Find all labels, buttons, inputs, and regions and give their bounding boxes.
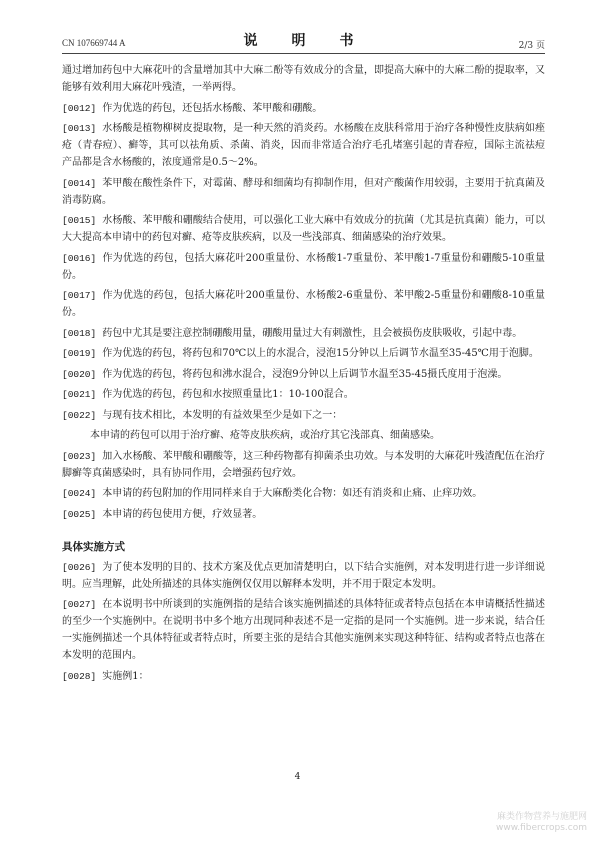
watermark-line1: 麻类作物营养与施肥网 <box>496 812 587 822</box>
paragraph-text: 作为优选的药包，将药包和沸水混合，浸泡9分钟以上后调节水温至35-45摄氏度用于泡澡。 <box>102 368 508 380</box>
document-title: 说 明 书 <box>243 33 364 49</box>
paragraph-number: [0016] <box>62 252 97 264</box>
section-heading: 具体实施方式 <box>62 540 125 553</box>
numbered-paragraph <box>62 506 545 523</box>
paragraph-number: [0017] <box>62 290 97 301</box>
paragraph-text: 水杨酸是植物柳树皮提取物，是一种天然的消炎药。水杨酸在皮肤科常用于治疗各种慢性皮肤病如痤疮（青春痘）、癣等，其可以祛角质、杀菌、消炎，因而非常适合治疗毛孔堵塞引起的青春痘，国际主流祛痘产品都是含水杨酸的，浓度通常是0.5～2%。 <box>62 123 545 168</box>
paragraph-number: [0023] <box>62 450 97 462</box>
intro-paragraph: 通过增加药包中大麻花叶的含量增加其中大麻二酚等有效成分的含量，即提高大麻中的大麻二酚的提取率，又能够有效利用大麻花叶残渣，一举两得。 <box>62 65 545 93</box>
page-info: 2/3 页 <box>518 41 545 51</box>
watermark-line2: www.fibercrops.com <box>496 823 587 833</box>
paragraph-number: [0014] <box>62 177 97 189</box>
numbered-paragraph <box>62 175 545 209</box>
paragraph-text: 作为优选的药包，将药包和70℃以上的水混合，浸泡15分钟以上后调节水温至35-45℃用于泡脚。 <box>102 348 539 359</box>
paragraph-number: [0019] <box>62 348 97 359</box>
watermark <box>496 812 587 834</box>
paragraph-group-2 <box>62 448 545 523</box>
paragraph-number: [0026] <box>62 561 97 573</box>
numbered-paragraph <box>62 325 545 342</box>
paragraph-text: 作为优选的药包，药包和水按照重量比1：10-100混合。 <box>102 389 354 400</box>
paragraph-text: 苯甲酸在酸性条件下，对霉菌、酵母和细菌均有抑制作用，但对产酸菌作用较弱，主要用于抗真菌及消毒防腐。 <box>62 177 545 206</box>
paragraph-number: [0013] <box>62 123 97 134</box>
page-header <box>62 30 545 52</box>
paragraph-number: [0021] <box>62 389 97 400</box>
numbered-paragraph <box>62 366 545 383</box>
numbered-paragraph <box>62 485 545 502</box>
paragraph-text: 本申请的药包附加的作用同样来自于大麻酚类化合物：如还有消炎和止痛、止痒功效。 <box>102 488 483 499</box>
paragraph-number: [0020] <box>62 368 97 380</box>
benefit-sub-line: 本申请的药包可以用于治疗癣、疮等皮肤疾病，或治疗其它浅部真、细菌感染。 <box>90 430 440 441</box>
paragraph-number: [0027] <box>62 599 97 610</box>
paragraph-text: 药包中尤其是要注意控制硼酸用量，硼酸用量过大有刺激性，且会被损伤皮肤吸收，引起中毒。 <box>102 327 523 339</box>
paragraph-text: 与现有技术相比，本发明的有益效果至少是如下之一： <box>102 409 343 421</box>
paragraph-text: 水杨酸、苯甲酸和硼酸结合使用，可以强化工业大麻中有效成分的抗菌（尤其是抗真菌）能力，可以大大提高本申请中的药包对癣、疮等皮肤疾病，以及一些浅部真、细菌感染的治疗效果。 <box>62 215 545 243</box>
paragraph-text: 作为优选的药包，包括大麻花叶200重量份、水杨酸1-7重量份、苯甲酸1-7重量份和硼酸5-10重量份。 <box>62 252 545 281</box>
paragraph-number: [0015] <box>62 215 97 226</box>
numbered-paragraph <box>62 668 545 685</box>
paragraph-text: 作为优选的药包，还包括水杨酸、苯甲酸和硼酸。 <box>102 102 323 114</box>
numbered-paragraph <box>62 386 545 403</box>
paragraph-number: [0022] <box>62 409 97 421</box>
paragraph-number: [0012] <box>62 102 97 114</box>
paragraph-number: [0025] <box>62 508 97 520</box>
paragraph-text: 本申请的药包使用方便，疗效显著。 <box>102 508 263 520</box>
header-rule <box>62 53 545 54</box>
numbered-paragraph <box>62 596 545 664</box>
publication-number: CN 107669744 A <box>62 38 126 48</box>
paragraph-text: 作为优选的药包，包括大麻花叶200重量份、水杨酸2-6重量份、苯甲酸2-5重量份和硼酸8-10重量份。 <box>62 290 545 318</box>
paragraph-text: 为了使本发明的目的、技术方案及优点更加清楚明白，以下结合实施例，对本发明进行进一步详细说明。应当理解，此处所描述的具体实施例仅仅用以解释本发明，并不用于限定本发明。 <box>62 561 545 590</box>
numbered-paragraph <box>62 250 545 284</box>
paragraph-group-1 <box>62 100 545 424</box>
numbered-paragraph <box>62 407 545 424</box>
numbered-paragraph <box>62 100 545 117</box>
paragraph-number: [0018] <box>62 327 97 339</box>
paragraph-number: [0024] <box>62 488 97 499</box>
paragraph-text: 实施例1： <box>102 670 149 682</box>
numbered-paragraph <box>62 287 545 321</box>
numbered-paragraph <box>62 448 545 482</box>
paragraph-text: 在本说明书中所谈到的实施例指的是结合该实施例描述的具体特征或者特点包括在本申请概括性描述的至少一个实施例中。在说明书中多个地方出现同种表述不是一定指的是同一个实施例。进一步来说，结合任一实施例描述一个具体特征或者特点时，所要主张的是结合其他实施例来实现这种特征、结构或者特点也落在本发明的范围内。 <box>62 599 545 661</box>
paragraph-number: [0028] <box>62 670 97 682</box>
paragraph-text: 加入水杨酸、苯甲酸和硼酸等，这三种药物都有抑菌杀虫功效。与本发明的大麻花叶残渣配伍在治疗脚癣等真菌感染时，具有协同作用，会增强药包疗效。 <box>62 450 545 479</box>
numbered-paragraph <box>62 120 545 171</box>
paragraph-group-3 <box>62 559 545 685</box>
numbered-paragraph <box>62 345 545 362</box>
numbered-paragraph <box>62 559 545 593</box>
document-body <box>62 62 545 688</box>
page-number: 4 <box>294 772 301 782</box>
numbered-paragraph <box>62 212 545 246</box>
